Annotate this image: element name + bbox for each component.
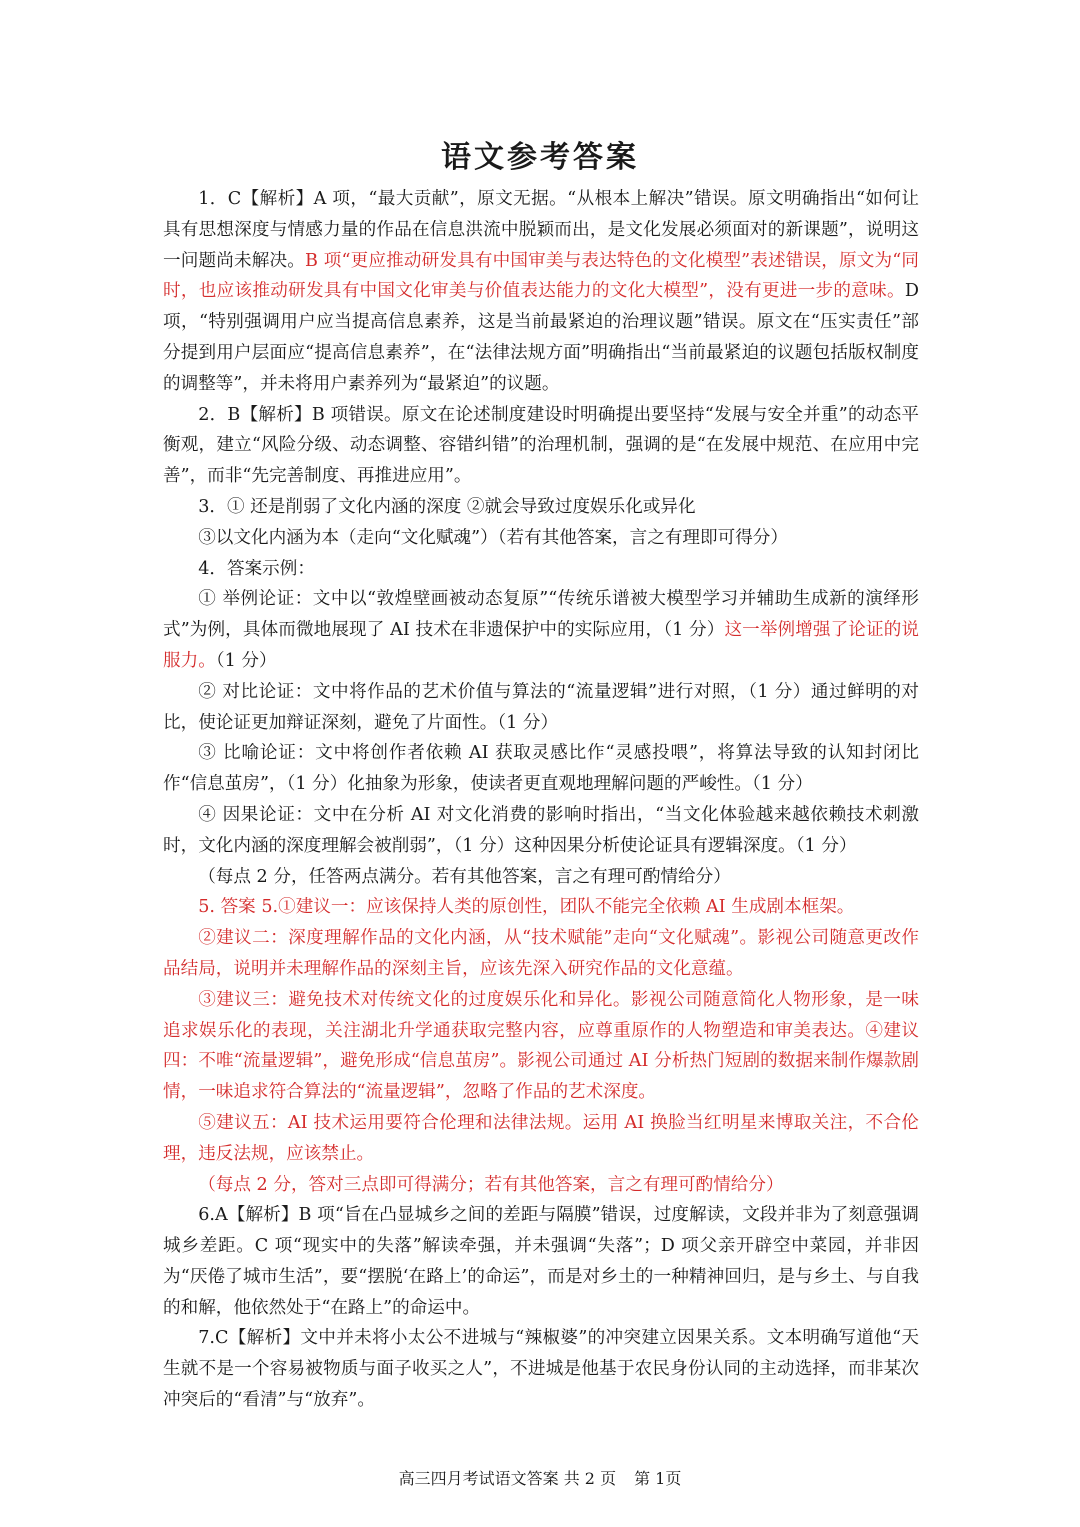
- answer-2: 2．B【解析】B 项错误。原文在论述制度建设时明确提出要坚持“发展与安全并重”的动态平衡观，建立“风险分级、动态调整、容错纠错”的治理机制，强调的是“在发展中规范、在应用中完善”，而非“先完善制度、再推进应用”。: [163, 404, 919, 487]
- answer-1-part-a: 1．C【解析】A 项，“最大贡献”，原文无据。“从根本上解决”错误。原文明确指出“如何让具有思想深度与情感力量的作品在信息洪流中脱颖而出，是文化发展必须面对的新课题”，说明这一问题尚未解决。: [163, 189, 919, 271]
- answer-5-suggestion-5: ⑤建议五：AI 技术运用要符合伦理和法律法规。运用 AI 换脸当红明星来博取关注，不合伦理，违反法规，应该禁止。: [163, 1112, 919, 1164]
- answer-1-part-c: D 项，“特别强调用户应当提高信息素养，这是当前最紧迫的治理议题”错误。原文在“压实责任”部分提到用户层面应“提高信息素养”，在“法律法规方面”明确指出“当前最紧迫的议题包括版权制度的调整等”，并未将用户素养列为“最紧迫”的议题。: [163, 281, 919, 394]
- answer-4-heading: 4．答案示例：: [198, 558, 315, 579]
- footer-document-info: 高三四月考试语文答案 共 2 页: [398, 1469, 617, 1488]
- answer-4-point-1-score: （1 分）: [215, 650, 277, 671]
- page-footer: [0, 1466, 1080, 1489]
- answer-4-point-4: ④ 因果论证：文中在分析 AI 对文化消费的影响时指出，“当文化体验越来越依赖技术刺激时，文化内涵的深度理解会被削弱”，（1 分）这种因果分析使论证具有逻辑深度。（1 分）: [163, 804, 919, 856]
- answer-4-point-2: ② 对比论证：文中将作品的艺术价值与算法的“流量逻辑”进行对照，（1 分）通过鲜明的对比，使论证更加辩证深刻，避免了片面性。（1 分）: [163, 681, 919, 733]
- page-title: 语文参考答案: [441, 140, 639, 175]
- answer-4-point-3: ③ 比喻论证：文中将创作者依赖 AI 获取灵感比作“灵感投喂”，将算法导致的认知封闭比作“信息茧房”，（1 分）化抽象为形象，使读者更直观地理解问题的严峻性。（1 分）: [163, 743, 919, 795]
- answer-5-suggestion-3-4: ③建议三：避免技术对传统文化的过度娱乐化和异化。影视公司随意简化人物形象，是一味追求娱乐化的表现，关注湖北升学通获取完整内容，应尊重原作的人物塑造和审美表达。④建议四：不唯“流量逻辑”，避免形成“信息茧房”。影视公司通过 AI 分析热门短剧的数据来制作爆款剧情，一味追求符合算法的“流量逻辑”，忽略了作品的艺术深度。: [163, 989, 919, 1103]
- answer-4-point-1-text: ① 举例论证：文中以“敦煌壁画被动态复原”“传统乐谱被大模型学习并辅助生成新的演绎形式”为例，具体而微地展现了 AI 技术在非遗保护中的实际应用，（1 分）: [163, 589, 919, 641]
- answer-5-suggestion-2: ②建议二：深度理解作品的文化内涵，从“技术赋能”走向“文化赋魂”。影视公司随意更改作品结局，说明并未理解作品的深刻主旨，应该先深入研究作品的文化意蕴。: [163, 928, 919, 979]
- answer-6: 6.A【解析】B 项“旨在凸显城乡之间的差距与隔膜”错误，过度解读，文段并非为了刻意强调城乡差距。C 项“现实中的失落”解读牵强，并未强调“失落”；D 项父亲开辟空中菜园，并非因为“厌倦了城市生活”，要“摆脱‘在路上’的命运”，而是对乡土的一种精神回归，是与乡土、与自我的和解，他依然处于“在路上”的命运中。: [163, 1205, 919, 1318]
- answer-body: [163, 184, 919, 1416]
- footer-page-number: 第 1页: [634, 1469, 682, 1488]
- answer-3-line-1: 3．① 还是削弱了文化内涵的深度 ②就会导致过度娱乐化或异化: [198, 496, 696, 517]
- answer-3-line-2: ③以文化内涵为本（走向“文化赋魂”）（若有其他答案，言之有理即可得分）: [198, 527, 788, 548]
- answer-4-scoring-note: （每点 2 分，任答两点满分。若有其他答案，言之有理可酌情给分）: [198, 866, 731, 887]
- answer-1-part-b-highlight: B 项“更应推动研发具有中国审美与表达特色的文化模型”表述错误，原文为“同时，也应该推动研发具有中国文化审美与价值表达能力的文化大模型”，没有更进一步的意味。: [163, 250, 919, 302]
- answer-4-point-1-highlight: 这一举例增强了论证的说服力。: [163, 620, 919, 671]
- answer-1: [163, 184, 919, 400]
- answer-7: 7.C【解析】文中并未将小太公不进城与“辣椒婆”的冲突建立因果关系。文本明确写道他“天生就不是一个容易被物质与面子收买之人”，不进城是他基于农民身份认同的主动选择，而非某次冲突后的“看清”与“放弃”。: [163, 1328, 919, 1411]
- answer-5-suggestion-1: 5. 答案 5.①建议一：应该保持人类的原创性，团队不能完全依赖 AI 生成剧本框架。: [198, 897, 855, 918]
- answer-4-point-1: [163, 584, 919, 676]
- answer-5-scoring-note: （每点 2 分，答对三点即可得满分；若有其他答案，言之有理可酌情给分）: [198, 1174, 784, 1195]
